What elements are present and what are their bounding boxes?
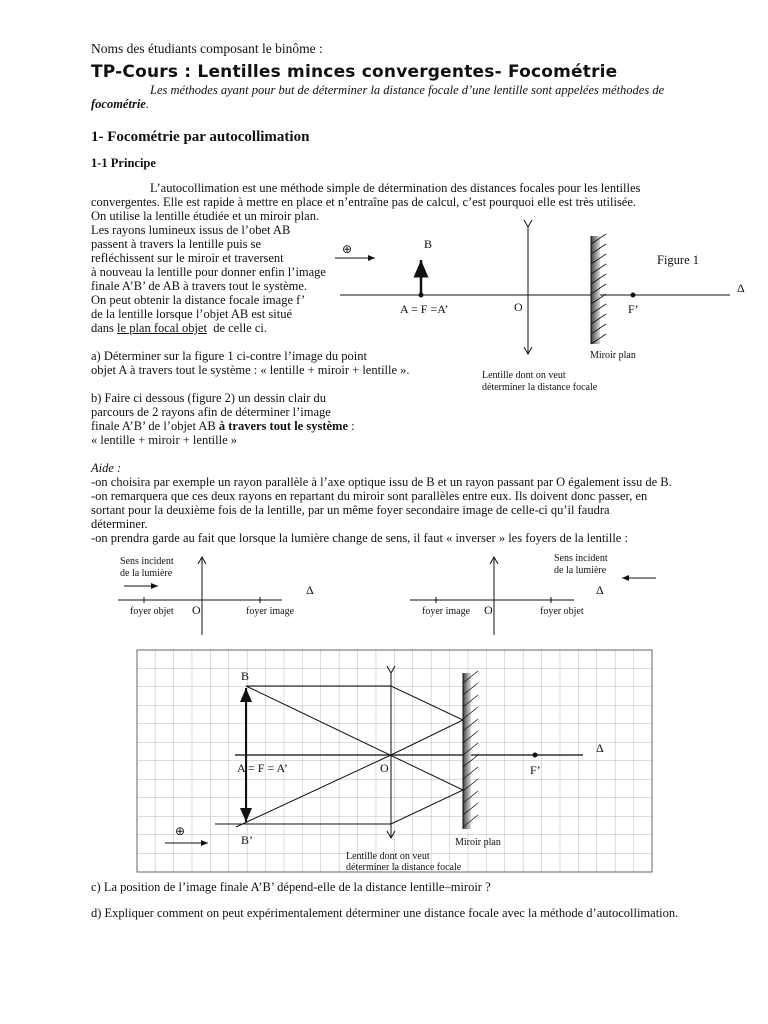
text: : (348, 419, 355, 433)
mirror-label: Miroir plan (455, 837, 501, 848)
text: de celle ci. (206, 321, 267, 335)
question-b: parcours de 2 rayons afin de déterminer l’image (91, 405, 331, 419)
paragraph-line: à nouveau la lentille pour donner enfin l’image (91, 265, 326, 279)
lens-label: déterminer la distance focale (482, 382, 598, 393)
page-title: TP-Cours : Lentilles minces convergentes- Focométrie (91, 62, 618, 82)
question-d: d) Expliquer comment on peut expérimentalement déterminer une distance focale avec la méthode d’autocollimation. (91, 906, 679, 920)
lens-label: Lentille dont on veut (346, 851, 430, 862)
lens-label: déterminer la distance focale (346, 862, 462, 873)
label-a: A = F = A’ (237, 761, 288, 775)
paragraph-line: On peut obtenir la distance focale image f’ (91, 293, 306, 307)
focus-label: foyer objet (130, 606, 174, 617)
text: dans (91, 321, 118, 335)
students-names-label: Noms des étudiants composant le binôme : (91, 41, 323, 56)
question-c: c) La position de l’image finale A’B’ dépend-elle de la distance lentille–miroir ? (91, 880, 491, 894)
paragraph-line: Les rayons lumineux issus de l’obet AB (91, 223, 291, 237)
label-o: O (484, 603, 493, 617)
label-b: B (424, 237, 433, 251)
label-b: B (241, 669, 250, 683)
focus-label: foyer image (422, 606, 471, 617)
paragraph-line: refléchissent sur le miroir et traversent (91, 251, 284, 265)
point-f-prime (631, 293, 636, 298)
label-o: O (192, 603, 201, 617)
mirror (591, 236, 600, 344)
aide-line: déterminer. (91, 517, 148, 531)
question-a: a) Déterminer sur la figure 1 ci-contre l’image du point (91, 349, 367, 363)
label-b-prime: B’ (241, 833, 253, 847)
axis-label: Δ (306, 583, 314, 597)
label-o: O (514, 300, 523, 314)
paragraph-line: passent à travers la lentille puis se (91, 237, 262, 251)
axis-label: Δ (596, 741, 604, 755)
point-a (419, 293, 424, 298)
question-b: b) Faire ci dessous (figure 2) un dessin clair du (91, 391, 327, 405)
underlined-term: le plan focal objet (117, 321, 207, 335)
aide-line: -on choisira par exemple un rayon parallèle à l’axe optique issu de B et un rayon passant par O également issu de B. (91, 475, 672, 489)
label-f-prime: F’ (628, 302, 639, 316)
aide-line: sortant pour la deuxième fois de la lentille, par un même foyer secondaire image de celle-ci qu’il faudra (91, 503, 610, 517)
light-direction-label: Sens incident (120, 556, 174, 567)
intro-term: focométrie (91, 97, 146, 111)
point-f-prime (533, 753, 538, 758)
plus-sign: ⊕ (175, 824, 186, 838)
figure-1 (335, 227, 745, 393)
plus-sign: ⊕ (342, 242, 353, 256)
intro-text: Les méthodes ayant pour but de déterminer la distance focale d’une lentille sont appelées méthodes de (150, 83, 665, 97)
aide-line: -on prendra garde au fait que lorsque la lumière change de sens, il faut « inverser » les foyers de la lentille : (91, 531, 628, 545)
text: finale A’B’ de l’objet AB (91, 419, 219, 433)
axis-label: Δ (596, 583, 604, 597)
graph-paper (137, 650, 652, 872)
figure-2 (137, 650, 652, 873)
figure-label: Figure 1 (657, 253, 700, 267)
section-heading: 1- Focométrie par autocollimation (91, 129, 310, 145)
focus-label: foyer objet (540, 606, 584, 617)
lens-label: Lentille dont on veut (482, 370, 566, 381)
paragraph-line: de la lentille lorsque l’objet AB est situé (91, 307, 293, 321)
label-a: A = F =A’ (400, 302, 449, 316)
focus-label: foyer image (246, 606, 295, 617)
paragraph-line: On utilise la lentille étudiée et un miroir plan. (91, 209, 320, 223)
mirror (463, 673, 471, 829)
label-o: O (380, 761, 389, 775)
mirror-label: Miroir plan (590, 350, 636, 361)
aide-figure-left (118, 556, 314, 635)
aide-figure-right (410, 553, 656, 635)
bold-text: à travers tout le système (218, 419, 348, 433)
light-direction-label: Sens incident (554, 553, 608, 564)
axis-label: Δ (737, 281, 745, 295)
question-a: objet A à travers tout le système : « lentille + miroir + lentille ». (91, 363, 410, 377)
light-direction-label: de la lumière (554, 565, 607, 576)
intro-end: . (145, 97, 149, 111)
subsection-heading: 1-1 Principe (91, 156, 156, 170)
paragraph-line: finale A’B’ de AB à travers tout le système. (91, 279, 308, 293)
aide-label: Aide : (91, 461, 122, 475)
question-b: « lentille + miroir + lentille » (91, 433, 238, 447)
paragraph-line: convergentes. Elle est rapide à mettre en place et n’entraîne pas de calcul, c’est pourquoi elle est très utilisée. (91, 195, 637, 209)
aide-line: -on remarquera que ces deux rayons en repartant du miroir sont parallèles entre eux. Ils doivent donc passer, en (91, 489, 648, 503)
label-f-prime: F’ (530, 763, 541, 777)
light-direction-label: de la lumière (120, 568, 173, 579)
paragraph-line: L’autocollimation est une méthode simple de détermination des distances focales pour les lentilles (150, 181, 641, 195)
